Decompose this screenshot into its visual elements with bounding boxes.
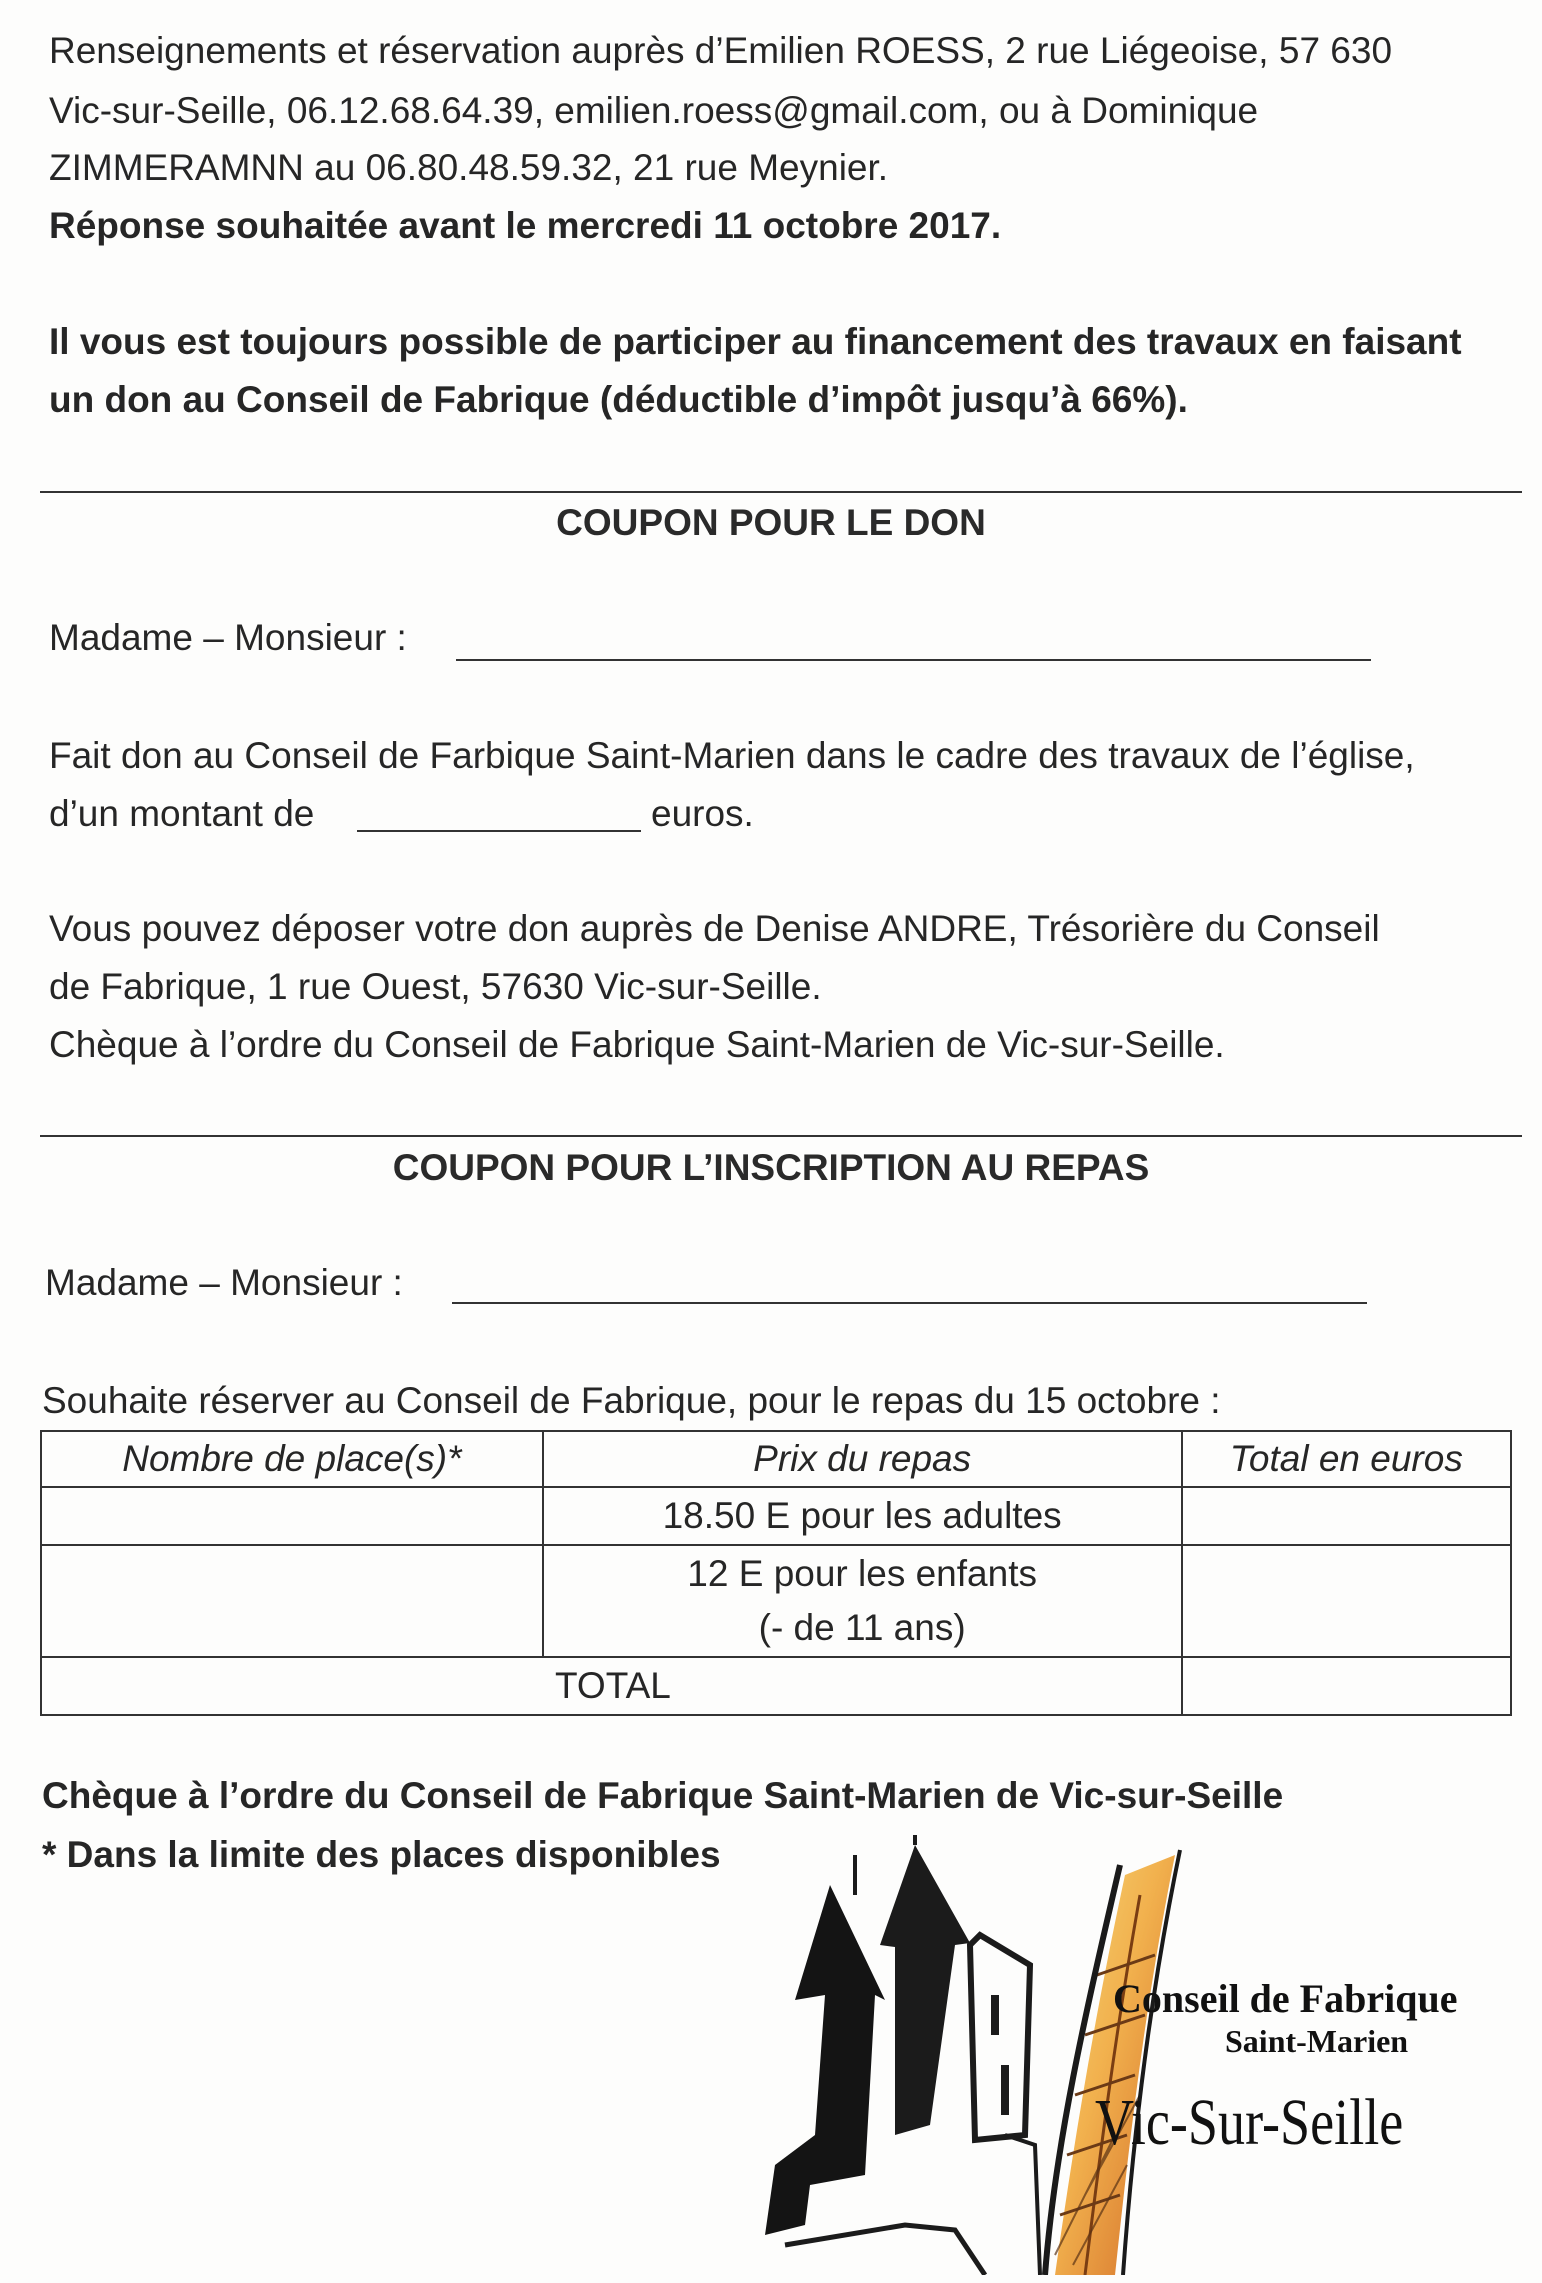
- intro-line-1: Renseignements et réservation auprès d’Emilien ROESS, 2 rue Liégeoise, 57 630: [49, 30, 1393, 71]
- grand-total-cell[interactable]: [1182, 1657, 1511, 1715]
- intro-line-2: Vic-sur-Seille, 06.12.68.64.39, emilien.roess@gmail.com, ou à Dominique: [49, 90, 1259, 131]
- child-places-cell[interactable]: [41, 1545, 543, 1657]
- table-row: [41, 1657, 1511, 1715]
- header-places: Nombre de place(s)*: [41, 1431, 543, 1487]
- coupon-don-title: COUPON POUR LE DON: [556, 502, 986, 543]
- coupon-repas-name-blank[interactable]: [452, 1302, 1367, 1304]
- table-header-row: [41, 1431, 1511, 1487]
- adult-places-cell[interactable]: [41, 1487, 543, 1545]
- coupon-repas-name-label: Madame – Monsieur :: [45, 1262, 403, 1303]
- separator-line: [40, 1135, 1522, 1137]
- meal-reservation-table: [40, 1430, 1512, 1716]
- total-label-cell: TOTAL: [41, 1657, 1182, 1715]
- coupon-don-cheque: Chèque à l’ordre du Conseil de Fabrique Saint-Marien de Vic-sur-Seille.: [49, 1024, 1225, 1065]
- coupon-repas-cheque: Chèque à l’ordre du Conseil de Fabrique Saint-Marien de Vic-sur-Seille: [42, 1775, 1284, 1816]
- coupon-repas-title: COUPON POUR L’INSCRIPTION AU REPAS: [392, 1147, 1150, 1188]
- coupon-repas-reserve-line: Souhaite réserver au Conseil de Fabrique, pour le repas du 15 octobre :: [42, 1380, 1221, 1421]
- coupon-don-amount-blank[interactable]: [357, 830, 641, 832]
- table-row: [41, 1545, 1511, 1657]
- donation-note-line-1: Il vous est toujours possible de participer au financement des travaux en faisant: [49, 321, 1462, 362]
- coupon-don-name-blank[interactable]: [456, 659, 1371, 661]
- donation-note-line-2: un don au Conseil de Fabrique (déductible d’impôt jusqu’à 66%).: [49, 379, 1188, 420]
- adult-price-cell: 18.50 E pour les adultes: [543, 1487, 1182, 1545]
- coupon-don-deposit-line-1: Vous pouvez déposer votre don auprès de Denise ANDRE, Trésorière du Conseil: [49, 908, 1380, 949]
- adult-total-cell[interactable]: [1182, 1487, 1511, 1545]
- coupon-don-gift-line-1: Fait don au Conseil de Farbique Saint-Marien dans le cadre des travaux de l’église,: [49, 735, 1415, 776]
- header-price: Prix du repas: [543, 1431, 1182, 1487]
- child-total-cell[interactable]: [1182, 1545, 1511, 1657]
- child-price-line-1: 12 E pour les enfants: [687, 1553, 1037, 1594]
- coupon-don-deposit-line-2: de Fabrique, 1 rue Ouest, 57630 Vic-sur-Seille.: [49, 966, 822, 1007]
- deadline-text: Réponse souhaitée avant le mercredi 11 octobre 2017.: [49, 205, 1002, 246]
- child-price-line-2: (- de 11 ans): [758, 1607, 966, 1648]
- coupon-repas-footnote: * Dans la limite des places disponibles: [42, 1834, 721, 1875]
- table-row: [41, 1487, 1511, 1545]
- child-price-cell: [543, 1545, 1182, 1657]
- separator-line: [40, 491, 1522, 493]
- coupon-don-name-label: Madame – Monsieur :: [49, 617, 407, 658]
- intro-line-3: ZIMMERAMNN au 06.80.48.59.32, 21 rue Meynier.: [49, 147, 889, 188]
- header-total: Total en euros: [1182, 1431, 1511, 1487]
- logo-line-2: Saint-Marien: [1225, 2023, 1409, 2059]
- coupon-don-amount-unit: euros.: [651, 793, 754, 834]
- coupon-don-amount-label: d’un montant de: [49, 793, 315, 834]
- logo-line-3: Vic-Sur-Seille: [1095, 2086, 1404, 2159]
- logo-line-1: Conseil de Fabrique: [1113, 1976, 1458, 2021]
- conseil-de-fabrique-logo: [755, 1835, 1515, 2275]
